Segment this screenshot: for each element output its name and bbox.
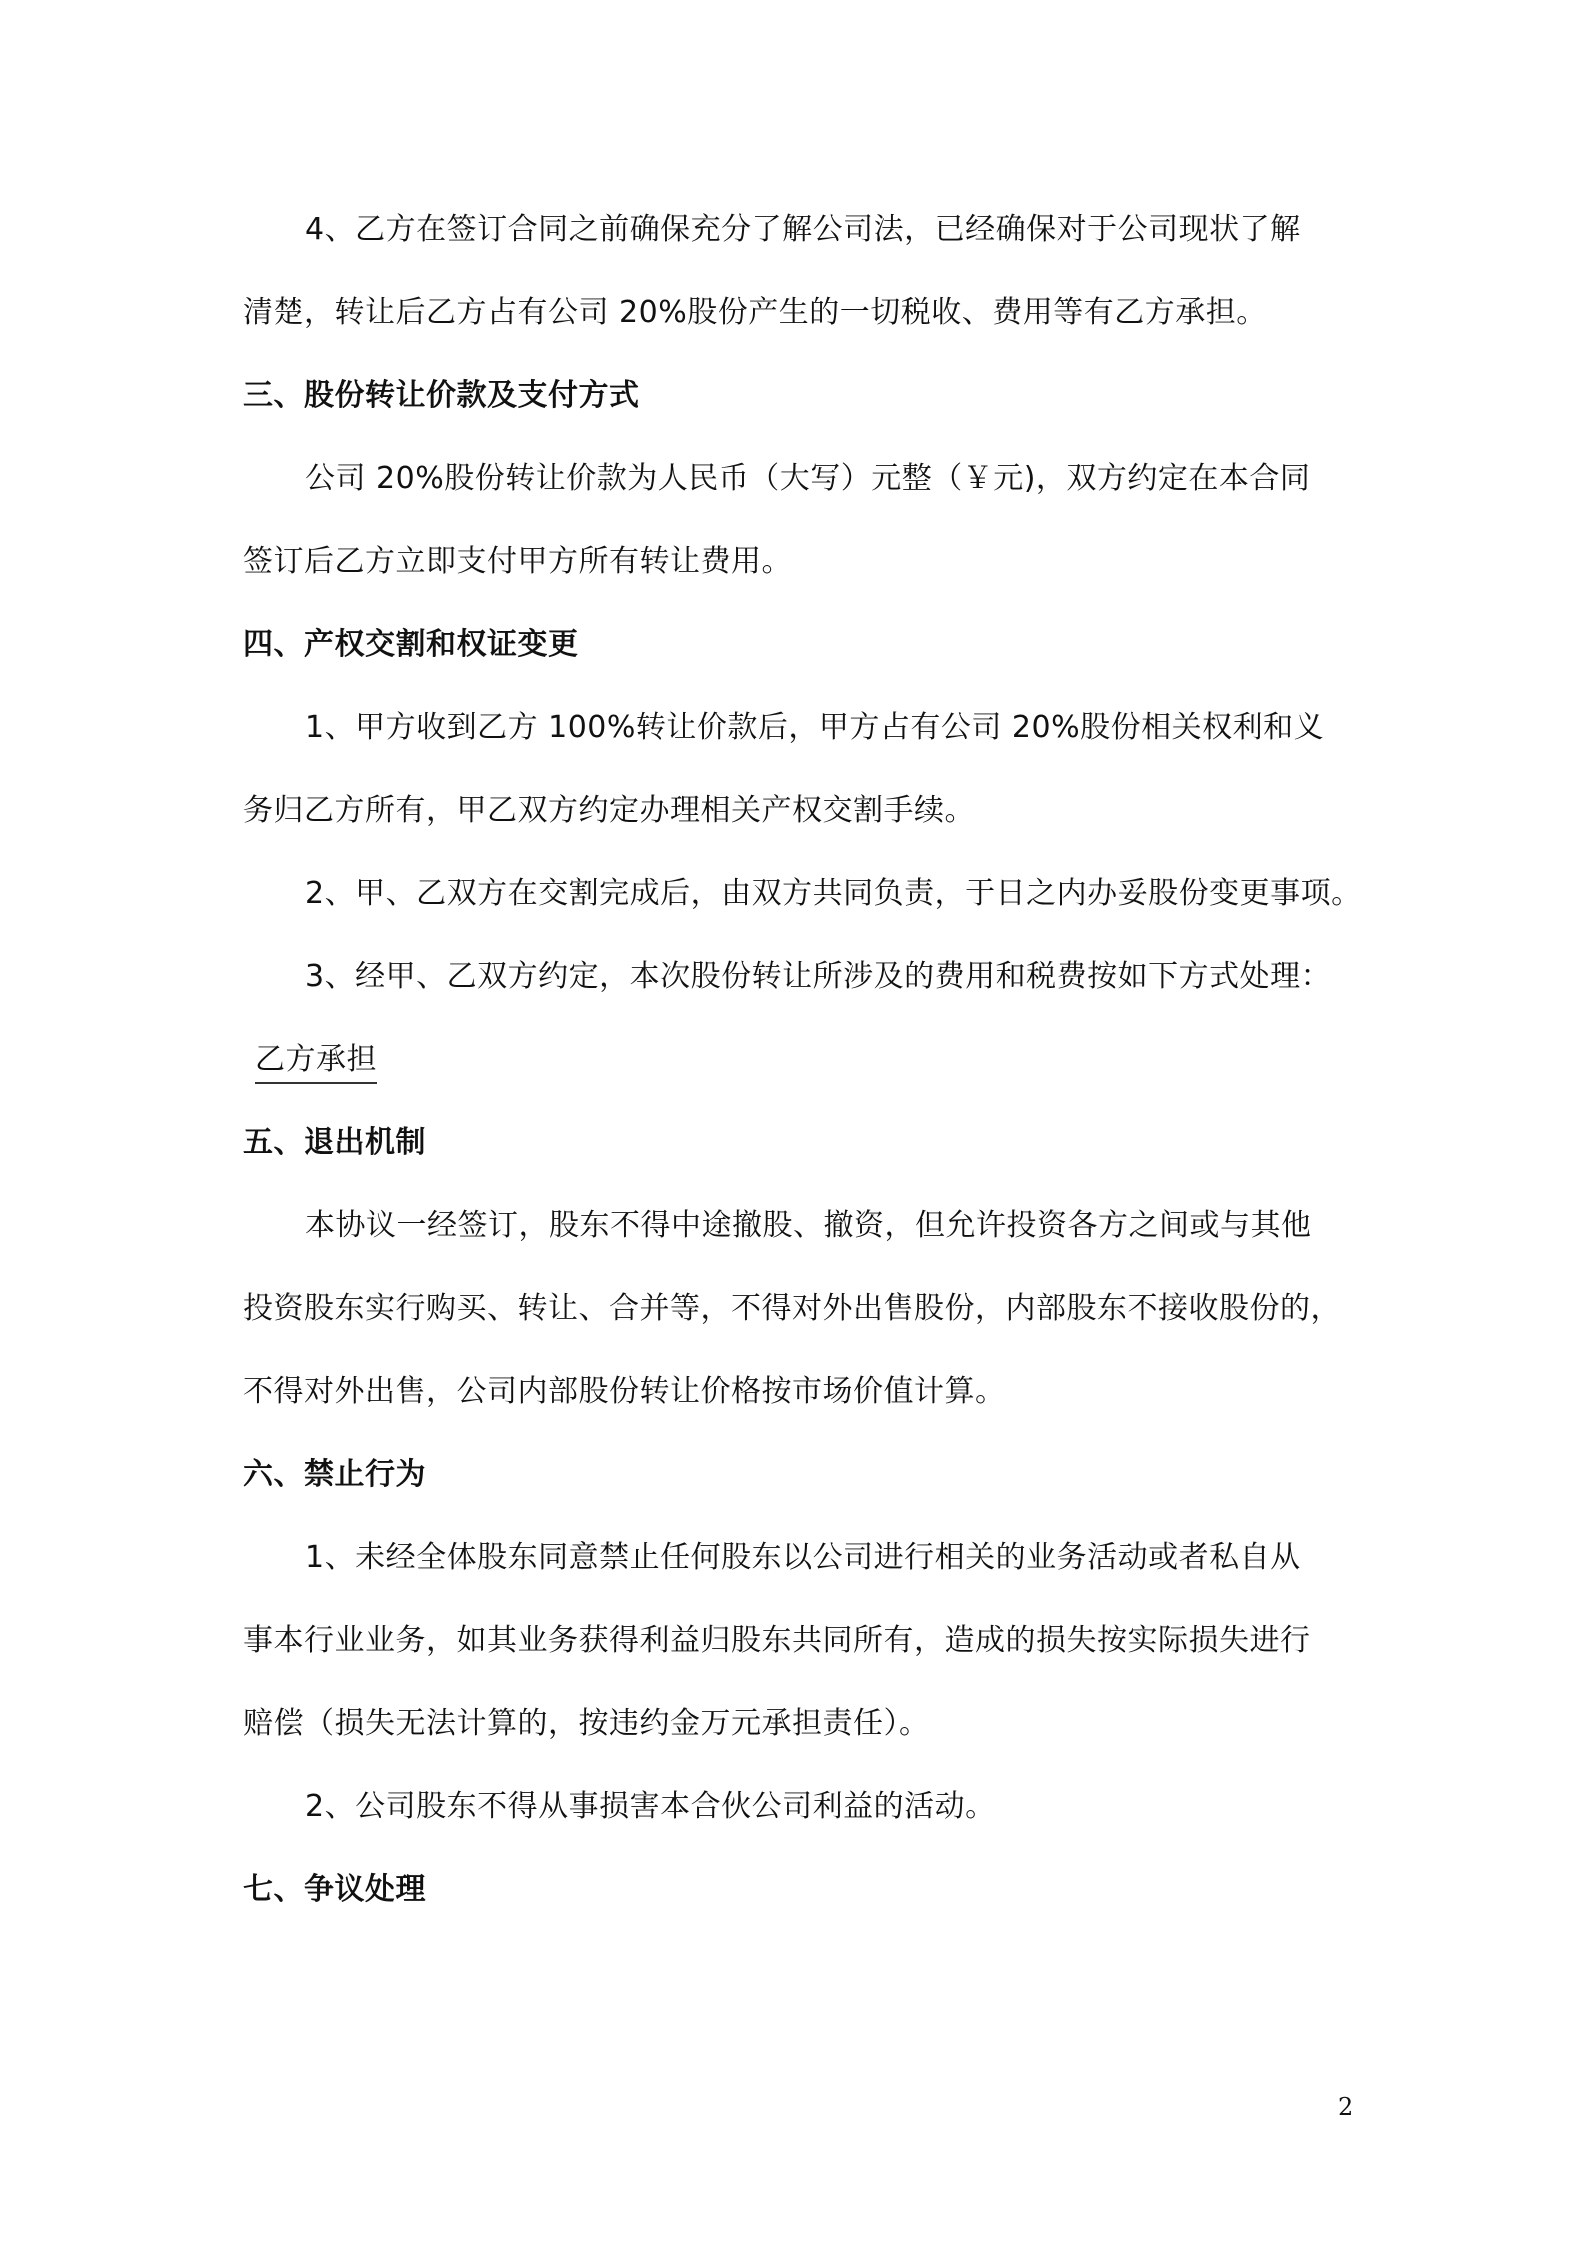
section-3-line-1: 公司 20%股份转让价款为人民币（大写）元整（￥元)，双方约定在本合同 bbox=[305, 461, 1311, 496]
section-3-heading: 三、股份转让价款及支付方式 bbox=[243, 378, 640, 413]
clause-4-2: 2、甲、乙双方在交割完成后，由双方共同负责，于日之内办妥股份变更事项。 bbox=[305, 876, 1362, 911]
clause-4-1-line-2: 务归乙方所有，甲乙双方约定办理相关产权交割手续。 bbox=[243, 793, 975, 828]
section-5-line-1: 本协议一经签订，股东不得中途撤股、撤资，但允许投资各方之间或与其他 bbox=[305, 1208, 1312, 1243]
section-5-line-3: 不得对外出售，公司内部股份转让价格按市场价值计算。 bbox=[243, 1374, 1006, 1409]
clause-6-1-line-1: 1、未经全体股东同意禁止任何股东以公司进行相关的业务活动或者私自从 bbox=[305, 1540, 1301, 1575]
section-5-line-2: 投资股东实行购买、转让、合并等，不得对外出售股份，内部股东不接收股份的， bbox=[243, 1291, 1341, 1326]
clause-6-2: 2、公司股东不得从事损害本合伙公司利益的活动。 bbox=[305, 1789, 996, 1824]
clause-4-3-fill-in: 乙方承担 bbox=[255, 1040, 377, 1084]
section-3-line-2: 签订后乙方立即支付甲方所有转让费用。 bbox=[243, 544, 792, 579]
clause-6-1-line-3: 赔偿（损失无法计算的，按违约金万元承担责任）。 bbox=[243, 1706, 930, 1741]
section-5-heading: 五、退出机制 bbox=[243, 1125, 426, 1160]
section-6-heading: 六、禁止行为 bbox=[243, 1457, 426, 1492]
clause-2-4-line-1: 4、乙方在签订合同之前确保充分了解公司法，已经确保对于公司现状了解 bbox=[305, 212, 1301, 247]
section-4-heading: 四、产权交割和权证变更 bbox=[243, 627, 579, 662]
page-number: 2 bbox=[1338, 2093, 1354, 2121]
clause-4-1-line-1: 1、甲方收到乙方 100%转让价款后，甲方占有公司 20%股份相关权利和义 bbox=[305, 710, 1325, 745]
clause-6-1-line-2: 事本行业业务，如其业务获得利益归股东共同所有，造成的损失按实际损失进行 bbox=[243, 1623, 1311, 1658]
section-7-heading: 七、争议处理 bbox=[243, 1872, 426, 1907]
clause-4-3: 3、经甲、乙双方约定，本次股份转让所涉及的费用和税费按如下方式处理： bbox=[305, 959, 1332, 994]
clause-2-4-line-2: 清楚，转让后乙方占有公司 20%股份产生的一切税收、费用等有乙方承担。 bbox=[243, 295, 1267, 330]
